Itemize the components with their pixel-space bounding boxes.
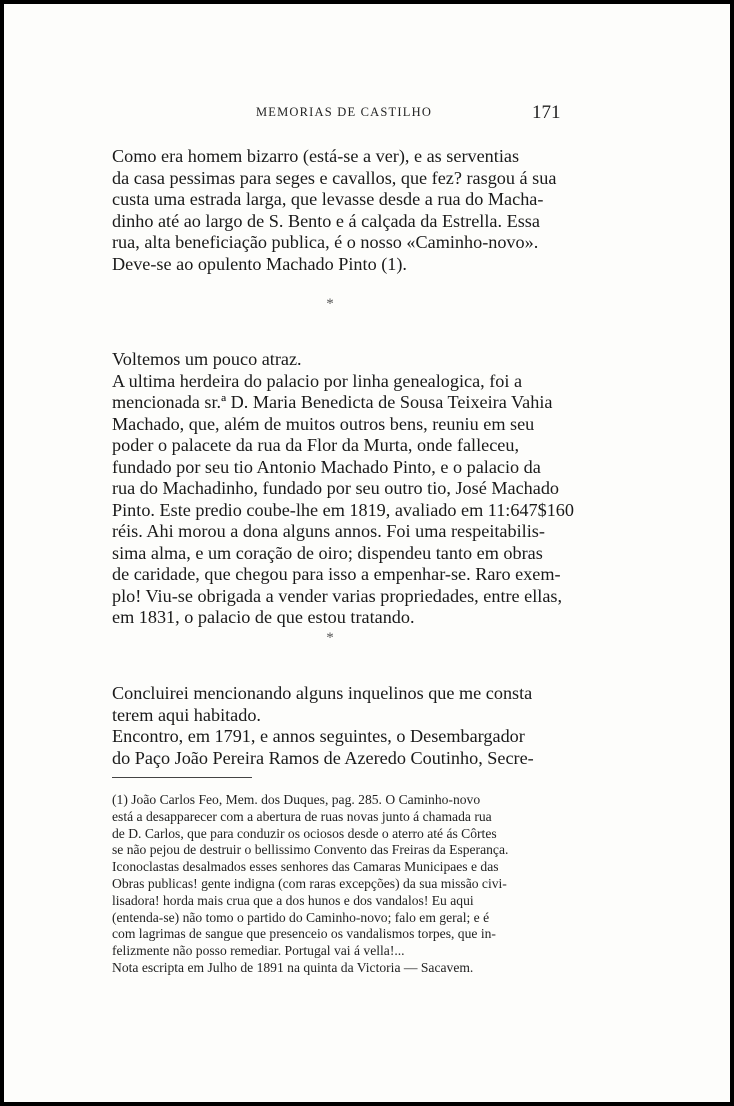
footnote-line: felizmente não posso remediar. Portugal vai á vella!... xyxy=(112,943,405,959)
footnote-line: (entenda-se) não tomo o partido do Caminho-novo; falo em geral; e é xyxy=(112,909,490,925)
footnote-line: Obras publicas! gente indigna (com raras excepções) da sua missão civi- xyxy=(112,875,507,891)
text-line: em 1831, o palacio de que estou tratando. xyxy=(112,607,415,627)
text-line: poder o palacete da rua da Flor da Murta, onde falleceu, xyxy=(112,435,520,455)
text-line: do Paço João Pereira Ramos de Azeredo Coutinho, Secre- xyxy=(112,747,534,768)
text-line: plo! Viu-se obrigada a vender varias propriedades, entre ellas, xyxy=(112,585,563,606)
footnote-line: lisadora! horda mais crua que a dos hunos e dos vandalos! Eu aqui xyxy=(112,892,474,908)
footnote-line: está a desapparecer com a abertura de ruas novas junto á chamada rua xyxy=(112,808,492,824)
footnote xyxy=(112,792,575,977)
text-line: Como era homem bizarro (está-se a ver), e as serventias xyxy=(112,146,520,166)
footnote-line: Nota escripta em Julho de 1891 na quinta da Victoria — Sacavem. xyxy=(112,959,474,975)
text-line: A ultima herdeira do palacio por linha genealogica, foi a xyxy=(112,370,523,391)
footnote-line: com lagrimas de sangue que presenceio os vandalismos torpes, que in- xyxy=(112,926,496,942)
running-head xyxy=(4,102,730,122)
text-line: réis. Ahi morou a dona alguns annos. Foi uma respeitabilis- xyxy=(112,521,545,541)
paragraph-inquelinos xyxy=(112,683,575,769)
text-line: Deve-se ao opulento Machado Pinto (1). xyxy=(112,253,407,274)
text-line: Pinto. Este predio coube-lhe em 1819, avaliado em 11:647$160 xyxy=(112,499,574,520)
text-line: Voltemos um pouco atraz. xyxy=(112,349,302,369)
text-line: Machado, que, além de muitos outros bens, reuniu em seu xyxy=(112,413,535,434)
book-page xyxy=(4,4,730,1102)
section-separator: * xyxy=(326,296,334,312)
footnote-line: Iconoclastas desalmados esses senhores das Camaras Municipaes e das xyxy=(112,859,499,875)
text-line: custa uma estrada larga, que levasse desde a rua do Macha- xyxy=(112,189,544,209)
text-line: Encontro, em 1791, e annos seguintes, o Desembargador xyxy=(112,726,525,746)
text-line: dinho até ao largo de S. Bento e á calçada da Estrella. Essa xyxy=(112,210,540,231)
footnote-line: (1) João Carlos Feo, Mem. dos Duques, pag. 285. O Caminho-novo xyxy=(112,792,481,807)
text-line: rua, alta beneficiação publica, é o nosso «Caminho-novo». xyxy=(112,232,539,252)
text-line: Concluirei mencionando alguns inquelinos que me consta xyxy=(112,683,533,703)
text-line: fundado por seu tio Antonio Machado Pinto, e o palacio da xyxy=(112,456,541,477)
footnote-line: de D. Carlos, que para conduzir os ociosos desde o aterro até ás Côrtes xyxy=(112,825,497,841)
text-line: terem aqui habitado. xyxy=(112,704,261,725)
text-line: rua do Machadinho, fundado por seu outro tio, José Machado xyxy=(112,478,560,498)
text-line: mencionada sr.ª D. Maria Benedicta de Sousa Teixeira Vahia xyxy=(112,392,553,412)
paragraph-caminho-novo xyxy=(112,146,575,275)
paragraph-herdeira xyxy=(112,349,575,629)
text-line: de caridade, que chegou para isso a empenhar-se. Raro exem- xyxy=(112,564,561,584)
text-line: da casa pessimas para seges e cavallos, que fez? rasgou á sua xyxy=(112,167,557,188)
page-number: 171 xyxy=(532,102,561,123)
footnote-line: se não pejou de destruir o bellissimo Convento das Freiras da Esperança. xyxy=(112,842,509,858)
running-title: MEMORIAS DE CASTILHO xyxy=(255,105,433,119)
text-line: sima alma, e um coração de oiro; dispendeu tanto em obras xyxy=(112,542,543,563)
footnote-rule xyxy=(112,777,252,778)
section-separator: * xyxy=(326,630,334,646)
